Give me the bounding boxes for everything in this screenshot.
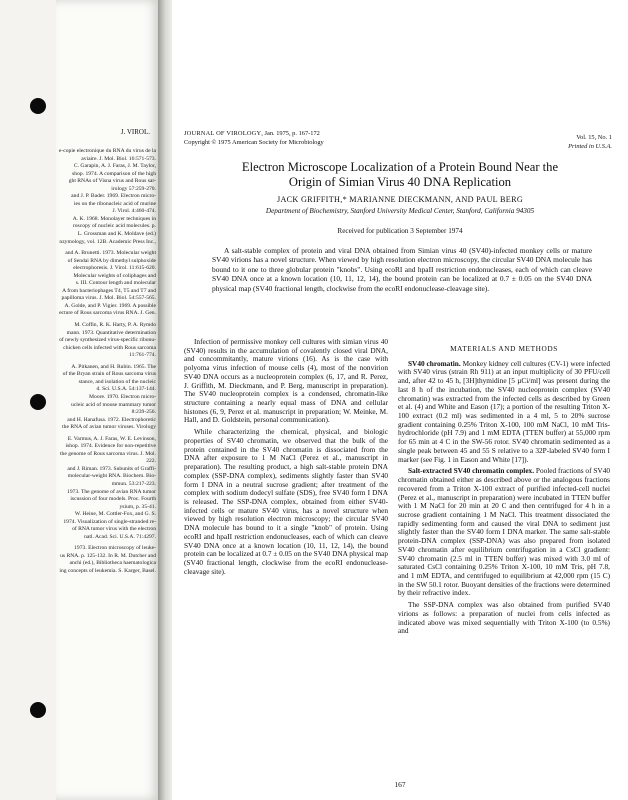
page-number: 167 — [394, 780, 406, 789]
body-paragraph: Infection of permissive monkey cell cultures with simian virus 40 (SV40) results in the accumulation of covalently closed viral DNA, and concommitantly, mature virions (16). As is the case with polyoma virus infection of mouse cells (4), most of the nonvirion SV40 DNA occurs as a nucleoprotein complex (6, 17, and R. Perez, J. Griffith, M. Dieckmann, and P. Berg, manuscript in preparation). The SV40 nucleoprotein complex is a condensed, chromatin-like structure containing a nearly equal mass of DNA and cellular histones (6, 9, Perez et al. manuscript in preparation; W. Meinke, M. Hall, and D. Goldstein, personal communication). — [184, 337, 388, 425]
reference-line: d. Sci. U.S.A. 54:137-144. — [96, 386, 156, 393]
journal-name: JOURNAL OF VIROLOGY — [184, 130, 262, 137]
reference-line: W. Heine, M. Cottler-Fox, and G. S. — [74, 511, 156, 518]
body-column-left — [184, 338, 388, 576]
reference-line: ysium, p. 35-41. — [119, 503, 156, 510]
reference-line: aviaire. J. Mol. Biol. 16:571-573. — [81, 155, 156, 162]
reference-line: of Sendai RNA by dimethyl sulphoxide — [67, 257, 156, 264]
reference-line: irology 57:259-270. — [111, 185, 156, 192]
journal-date: , Jan. 1975, p. 167-172 — [261, 130, 320, 137]
author-list: JACK GRIFFITH,* MARIANNE DIECKMANN, AND PAUL BERG — [276, 195, 524, 204]
reference-line: natl. Acad. Sci. U.S.A. 71:4297. — [84, 533, 156, 540]
reference-line: 1973. Electron microscopy of leuke- — [74, 545, 156, 552]
binder-hole — [30, 394, 46, 410]
reference-line: and J. P. Bader. 1969. Electron micro- — [71, 193, 156, 200]
reference-line: A. K. 1968. Monolayer techniques in — [72, 215, 156, 222]
binder-hole — [30, 98, 46, 114]
reference-line: the RNA of avian tumor viruses. Virology — [62, 424, 156, 431]
reference-line: C. Garapin, A. J. Faras, J. M. Taylor, — [73, 163, 156, 170]
reference-line: ies on the ribonucleic acid of murine — [73, 200, 156, 207]
reference-line: A from bacteriophages T4, T5 and T7 and — [62, 287, 156, 294]
previous-page-references — [56, 148, 156, 576]
reference-line: the genome of Rous sarcoma virus. J. Mol. — [59, 450, 156, 457]
abstract: A salt-stable complex of protein and viral DNA obtained from Simian virus 40 (SV40)-infected monkey cells or mature SV40 virions has a novel structure. When viewed by high resolution electron microscopy, the circular SV40 DNA molecule has bound to it one to three globular protein "knobs". Using ecoRI and hpaII restriction endonucleases, each of which can cleave SV40 DNA once at a known location (10, 11, 12, 14), the bound protein can be localized at 0.7 ± 0.05 on the SV40 DNA physical map (SV40 fractional length, clockwise from the ecoRI endonuclease-cleavage site). — [212, 246, 592, 293]
body-paragraph: The SSP-DNA complex was also obtained from purified SV40 virions as follows: a preparation of nuclei from cells infected as indicated above was mixed sequentially with Triton X-100 (to 0.5%) and — [398, 600, 610, 636]
reference-line: ecture of Rous sarcoma virus RNA. J. Gen. — [59, 310, 156, 317]
run-in-heading: Salt-extracted SV40 chromatin complex. — [408, 466, 535, 476]
reference-line: 1974. Visualization of single-stranded re- — [63, 518, 156, 525]
journal-header — [184, 130, 324, 147]
reference-line: iscussion of four models. Proc. Fourth — [70, 496, 156, 503]
reference-line: L. Grossman and K. Moldave (ed.) — [77, 231, 156, 238]
title-line: Electron Microscope Localization of a Protein Bound Near the — [241, 160, 559, 174]
reference-line: mmun. 53:217-223. — [111, 480, 156, 487]
affiliation: Department of Biochemistry, Stanford University Medical Center, Stanford, California 94305 — [265, 207, 535, 215]
body-paragraph — [398, 360, 610, 465]
reference-line: and A. Brunetti. 1973. Molecular weight — [65, 250, 156, 257]
body-paragraph: While characterizing the chemical, physical, and biologic properties of SV40 chromatin, we observed that the bulk of the protein contained in the SV40 chromatin is dissociated from the DNA after exposure to 1 M NaCl (Perez et al., manuscript in preparation). The resulting product, a high salt-stable protein DNA complex (SSP-DNA complex), sediments slightly faster than SV40 form I DNA in a neutral sucrose gradient; after treatment of the complex with sodium dodecyl sulfate (SDS), free SV40 form I DNA is released. The SSP-DNA complex, obtained from either SV40-infected cells or mature SV40 virus, has a novel structure when viewed by high resolution electron microscopy; the circular SV40 DNA molecule has bound to it a single "knob" of protein. Using ecoRI and hpaII restriction endonucleases, each of which can cleave SV40 DNA once at a known location (10, 11, 12, 14), the bound protein can be localized at 0.7 ± 0.05 on the SV40 DNA physical map (SV40 fractional length, clockwise from the ecoRI endonuclease-cleavage site). — [184, 427, 389, 576]
reference-line: 1973. The genome of avian RNA tumor — [67, 488, 156, 495]
reference-line: roscopy of nucleic acid molecules. p. — [72, 223, 156, 230]
reference-line: anchi (ed.), Bibliotheca haematologica — [69, 560, 156, 567]
reference-line: A. Pitkanen, and H. Rubin. 1965. The — [71, 363, 156, 370]
reference-line: of newly synthesized virus-specific ribonu- — [59, 337, 156, 344]
reference-line: 222. — [146, 458, 156, 465]
title-line: Origin of Simian Virus 40 DNA Replication — [288, 175, 512, 189]
reference-line: Moore. 1970. Electron micro- — [89, 393, 156, 400]
reference-line: mann. 1973. Quantitative determination — [66, 329, 156, 336]
previous-page — [56, 0, 160, 800]
previous-page-header: J. VIROL. — [120, 128, 150, 136]
reference-line: of RNA tumor virus with the electron — [72, 526, 156, 533]
reference-line: E. Varmus, A. J. Faras, W. E. Levinson, — [67, 435, 156, 442]
reference-line: nzymology, vol. 12B. Academic Press Inc., — [59, 238, 156, 245]
paragraph-text: Pooled fractions of SV40 chromatin obtained either as described above or the analogous fractions recovered from a Triton X-100 extract of purified infected-cell nuclei (Perez et al., manuscript in preparation) were incubated in TTEN buffer with 1 M NaCl for 20 min at 20 C and then centrifuged for 4 h in a sucrose gradient containing 1 M NaCl. This treatment dissociated the rapidly sedimenting form and caused the viral DNA to sediment just slightly faster than the SV40 form I DNA marker. The same salt-stable protein-DNA complex (SSP-DNA) was also prepared from isolated SV40 chromatin after equilibrium centrifugation in a CsCl gradient: SV40 chromatin (2.5 ml in TTEN buffer) was mixed with 3.0 ml of saturated CsCl containing 0.25% Triton X-100, 10 mM Tris, pH 7.8, and 1 mM EDTA, and centrifuged to equilibrium at 42,000 rpm (15 C) in the SW 50.1 rotor. Buoyant densities of the fractions were determined by their refractive index. — [398, 466, 610, 598]
reference-line: chicken cells infected with Rous sarcoma — [63, 344, 156, 351]
section-heading: MATERIALS AND METHODS — [450, 344, 558, 353]
received-date: Received for publication 3 September 1974 — [337, 227, 463, 235]
reference-line: and J. Riman. 1973. Subunits of Graffi- — [67, 465, 156, 472]
reference-line: s. III. Contour length and molecular — [75, 280, 156, 287]
reference-line: us RNA. p. 125-132. In R. M. Dutcher and — [60, 552, 156, 559]
article-page — [172, 80, 628, 800]
body-paragraph — [398, 467, 610, 598]
reference-line: ishop. 1974. Evidence for non-repetitive — [65, 443, 156, 450]
body-column-right — [398, 342, 610, 636]
reference-line: 8:239-256. — [131, 409, 156, 416]
reference-line: stance, and isolation of the nucleic — [78, 378, 156, 385]
reference-line: shop. 1974. A comparison of the high — [72, 170, 156, 177]
reference-line: and H. Hanafusa. 1972. Electrophoretic — [67, 416, 156, 423]
copyright-line: Copyright © 1975 American Society for Microbiology — [184, 138, 324, 146]
reference-line: electrophoresis. J. Virol. 11:615-620. — [73, 265, 156, 272]
reference-line: M. Coffin, R. K. Harty, P. A. Rymdo — [74, 322, 156, 329]
reference-line: molecular-weight RNA. Biochem. Bio- — [67, 473, 156, 480]
reference-line: ucleic acid of mouse mammary tumor — [71, 401, 156, 408]
article-title — [172, 160, 628, 190]
reference-line: ing concepts of leukemia. S. Karger, Basel. — [59, 567, 156, 574]
reference-line: Molecular weights of coliphages and — [73, 272, 156, 279]
reference-line: A. Golde, and P. Vigier. 1969. A possible — [64, 302, 156, 309]
volume-info — [568, 134, 612, 151]
binder-hole — [30, 702, 46, 718]
reference-line: ght RNAs of Visna virus and Rous sar- — [68, 178, 156, 185]
reference-line: J. Virol. 4:460-474. — [112, 208, 156, 215]
reference-line: papilloma virus. J. Mol. Biol. 54:557-565. — [61, 295, 156, 302]
run-in-heading: SV40 chromatin. — [408, 358, 461, 368]
reference-line: e-copie electronique du RNA du virus de la — [58, 148, 156, 154]
reference-line: 11:761-774. — [129, 352, 156, 359]
paragraph-text: Monkey kidney cell cultures (CV-1) were infected with SV40 virus (strain Rh 911) at an input multiplicity of 30 PFU/cell and, after 42 to 45 h, [3H]thymidine [5 µCi/ml] was present during the last 8 h of the incubation, the SV40 nucleoprotein complex (SV40 chromatin) was extracted from the infected cells as described by Green et al. (4) and White and Eason (17); a portion of the resulting Triton X-100 extract (0.2 ml) was sedimented in a 4 ml, 5 to 20% sucrose gradient containing 0.25% Triton X-100, 100 mM NaCl, 10 mM Tris-hydrochloride (pH 7.9) and 1 mM EDTA (TTEN buffer) at 55,000 rpm for 65 min at 4 C in the SW-56 rotor. SV40 chromatin sedimented as a single peak between 45 and 55 S relative to a 32P-labeled SV40 form I marker (see Fig. 1 in Eason and White [17]). — [398, 358, 610, 464]
printed-in: Printed in U.S.A. — [568, 142, 612, 150]
volume-number: Vol. 15, No. 1 — [576, 134, 612, 141]
reference-line: of the Bryan strain of Rous sarcoma virus — [62, 371, 156, 378]
